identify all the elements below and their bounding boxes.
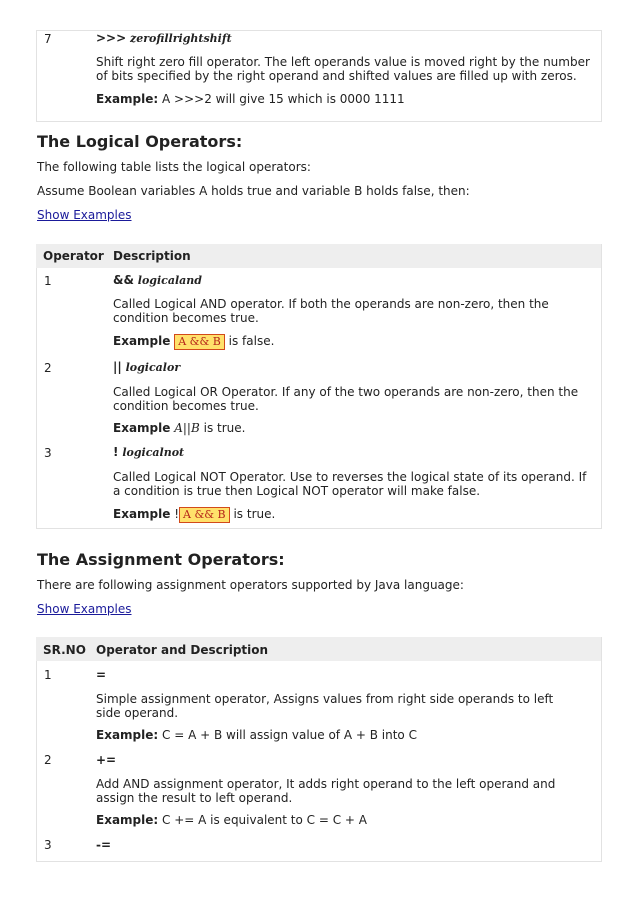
section-heading-assignment: The Assignment Operators:	[37, 550, 285, 569]
row-number: 3	[44, 446, 52, 460]
operator-description: Shift right zero fill operator. The left operands value is moved right by the number of bits specified by the right operand and shifted values are filled up with zeros.	[96, 55, 590, 83]
row-number: 3	[44, 838, 52, 852]
operator-name: logicalnot	[122, 446, 185, 459]
operator-symbol: -=	[96, 838, 112, 852]
example-result: is true.	[203, 421, 246, 435]
operator-cell	[113, 273, 202, 287]
code-expression: A && B	[174, 334, 225, 350]
column-header-srno: SR.NO	[43, 643, 86, 657]
example-label: Example	[113, 334, 171, 348]
operator-name: logicaland	[137, 274, 202, 287]
operator-symbol: =	[96, 668, 107, 682]
operator-example	[113, 421, 245, 435]
show-examples-link-logical[interactable]: Show Examples	[37, 208, 132, 222]
operator-name: logicalor	[125, 361, 181, 374]
example-label: Example:	[96, 92, 159, 106]
operator-cell	[113, 360, 180, 374]
operator-cell	[96, 31, 232, 45]
example-label: Example	[113, 421, 171, 435]
example-text: C += A is equivalent to C = C + A	[162, 813, 367, 827]
operator-symbol: ||	[113, 360, 122, 374]
example-text: C = A + B will assign value of A + B into C	[162, 728, 417, 742]
row-number: 7	[44, 32, 52, 46]
row-number: 1	[44, 274, 52, 288]
assignment-table	[36, 637, 602, 862]
code-expression: A && B	[179, 507, 230, 523]
math-expression: A||B	[174, 421, 200, 435]
example-result: is false.	[228, 334, 275, 348]
operator-example	[113, 507, 275, 523]
assignment-intro: There are following assignment operators supported by Java language:	[37, 578, 464, 592]
operator-description: Simple assignment operator, Assigns values from right side operands to left side operand.	[96, 692, 554, 720]
operator-description: Add AND assignment operator, It adds right operand to the left operand and assign the result to left operand.	[96, 777, 556, 805]
operator-description: Called Logical AND operator. If both the operands are non-zero, then the condition becomes true.	[113, 297, 549, 325]
operator-name: zerofillrightshift	[130, 32, 232, 45]
row-number: 1	[44, 668, 52, 682]
operator-symbol: &&	[113, 273, 134, 287]
operator-symbol: !	[113, 445, 119, 459]
operator-symbol: +=	[96, 753, 117, 767]
operator-description: Called Logical NOT Operator. Use to reverses the logical state of its operand. If a condition is true then Logical NOT operator will make false.	[113, 470, 587, 498]
show-examples-link-assignment[interactable]: Show Examples	[37, 602, 132, 616]
example-label: Example	[113, 507, 171, 521]
column-header-description: Description	[113, 249, 191, 263]
operator-example	[96, 92, 405, 106]
operator-example	[96, 728, 417, 742]
example-label: Example:	[96, 813, 159, 827]
row-number: 2	[44, 753, 52, 767]
operator-symbol: >>>	[96, 31, 127, 45]
logical-intro: The following table lists the logical operators:	[37, 160, 311, 174]
section-heading-logical: The Logical Operators:	[37, 132, 243, 151]
example-text: A >>>2 will give 15 which is 0000 1111	[162, 92, 405, 106]
operator-description: Called Logical OR Operator. If any of the two operands are non-zero, then the condition becomes true.	[113, 385, 579, 413]
example-label: Example:	[96, 728, 159, 742]
column-header-operator-description: Operator and Description	[96, 643, 269, 657]
negation-symbol: !	[174, 507, 180, 521]
logical-assumption: Assume Boolean variables A holds true and variable B holds false, then:	[37, 184, 470, 198]
operator-cell	[113, 445, 184, 459]
operator-example	[113, 334, 274, 350]
row-number: 2	[44, 361, 52, 375]
example-result: is true.	[233, 507, 276, 521]
column-header-operator: Operator	[43, 249, 104, 263]
operator-example	[96, 813, 367, 827]
